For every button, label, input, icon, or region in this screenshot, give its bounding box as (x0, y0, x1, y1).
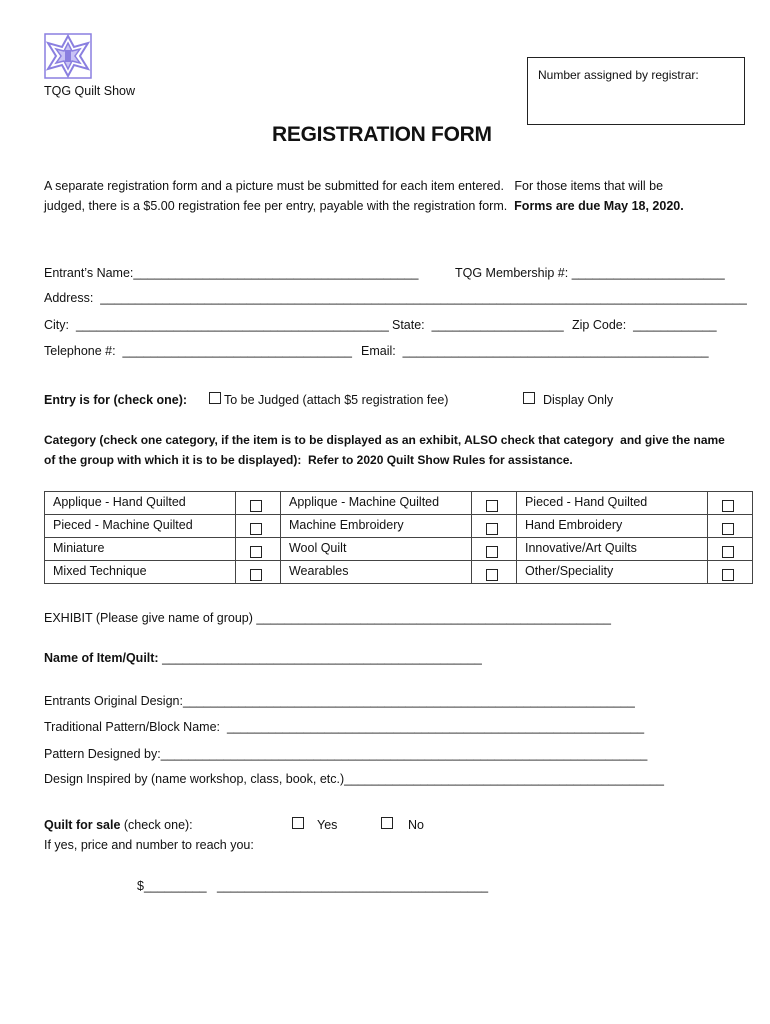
category-instructions-2: of the group with which it is to be displayed): Refer to 2020 Quilt Show Rules for assistance. (44, 453, 573, 467)
category-cell: Applique - Hand Quilted (45, 492, 236, 515)
category-cell: Pieced - Machine Quilted (45, 515, 236, 538)
category-cell: Applique - Machine Quilted (280, 492, 471, 515)
sale-no-label: No (408, 818, 424, 832)
category-cell: Innovative/Art Quilts (516, 538, 707, 561)
sale-no-checkbox[interactable] (381, 817, 393, 829)
category-cell: Hand Embroidery (516, 515, 707, 538)
category-checkbox[interactable] (250, 546, 262, 558)
category-checkbox[interactable] (486, 546, 498, 558)
category-checkbox[interactable] (486, 523, 498, 535)
category-cell: Wearables (280, 561, 471, 584)
category-checkbox[interactable] (722, 500, 734, 512)
judged-checkbox[interactable] (209, 392, 221, 404)
sale-contact-field[interactable]: _______________________________________ (217, 879, 489, 893)
category-cell: Pieced - Hand Quilted (516, 492, 707, 515)
table-row (45, 492, 753, 515)
org-name: TQG Quilt Show (44, 84, 135, 98)
category-checkbox[interactable] (250, 569, 262, 581)
intro-line-2: judged, there is a $5.00 registration fee per entry, payable with the registration form. Forms are due May 18, 2020. (44, 199, 684, 213)
category-cell: Other/Speciality (516, 561, 707, 584)
intro-line-1: A separate registration form and a picture must be submitted for each item entered. For those items that will be (44, 179, 664, 193)
entrant-name-field[interactable]: Entrant’s Name:_________________________________________ (44, 266, 419, 280)
telephone-field[interactable]: Telephone #: _________________________________ (44, 344, 352, 358)
pattern-name-field[interactable]: Traditional Pattern/Block Name: ____________________________________________________________ (44, 720, 645, 734)
sale-price-field[interactable]: $_________ (137, 879, 207, 893)
city-field[interactable]: City: _____________________________________________ (44, 318, 389, 332)
registrar-number-box[interactable] (527, 57, 745, 125)
category-checkbox[interactable] (722, 569, 734, 581)
zip-field[interactable]: Zip Code: ____________ (572, 318, 717, 332)
membership-field[interactable]: TQG Membership #: ______________________ (455, 266, 725, 280)
sale-yes-label: Yes (317, 818, 338, 832)
category-checkbox[interactable] (486, 569, 498, 581)
category-cell: Mixed Technique (45, 561, 236, 584)
due-date: Forms are due May 18, 2020. (514, 199, 684, 213)
category-cell: Miniature (45, 538, 236, 561)
sale-contact-label: If yes, price and number to reach you: (44, 838, 254, 852)
email-field[interactable]: Email: ____________________________________________ (361, 344, 709, 358)
design-inspired-field[interactable]: Design Inspired by (name workshop, class, book, etc.)______________________________________________ (44, 772, 664, 786)
category-cell: Wool Quilt (280, 538, 471, 561)
category-table (44, 491, 753, 584)
tqg-logo (44, 33, 92, 79)
display-only-checkbox[interactable] (523, 392, 535, 404)
registrar-box-label: Number assigned by registrar: (538, 68, 699, 82)
item-name-label: Name of Item/Quilt: (44, 651, 159, 665)
table-row (45, 538, 753, 561)
judged-option-label: To be Judged (attach $5 registration fee) (224, 393, 449, 407)
category-checkbox[interactable] (250, 523, 262, 535)
pattern-designer-field[interactable]: Pattern Designed by:______________________________________________________________________ (44, 747, 648, 761)
category-cell: Machine Embroidery (280, 515, 471, 538)
sale-yes-checkbox[interactable] (292, 817, 304, 829)
address-field[interactable]: Address: _____________________________________________________________________________________________ (44, 291, 747, 305)
category-checkbox[interactable] (250, 500, 262, 512)
category-checkbox[interactable] (722, 523, 734, 535)
item-name-field[interactable]: Name of Item/Quilt: ______________________________________________ (44, 651, 482, 665)
table-row (45, 515, 753, 538)
category-instructions-1: Category (check one category, if the item is to be displayed as an exhibit, ALSO check that category and give the name (44, 433, 725, 447)
page-title: REGISTRATION FORM (272, 123, 492, 146)
category-checkbox[interactable] (486, 500, 498, 512)
state-field[interactable]: State: ___________________ (392, 318, 564, 332)
table-row (45, 561, 753, 584)
category-checkbox[interactable] (722, 546, 734, 558)
entry-label: Entry is for (check one): (44, 393, 188, 407)
display-only-label: Display Only (543, 393, 614, 407)
original-design-field[interactable]: Entrants Original Design:_________________________________________________________________ (44, 694, 635, 708)
sale-label: Quilt for sale (check one): (44, 818, 193, 832)
exhibit-group-field[interactable]: EXHIBIT (Please give name of group) ___________________________________________________ (44, 611, 611, 625)
